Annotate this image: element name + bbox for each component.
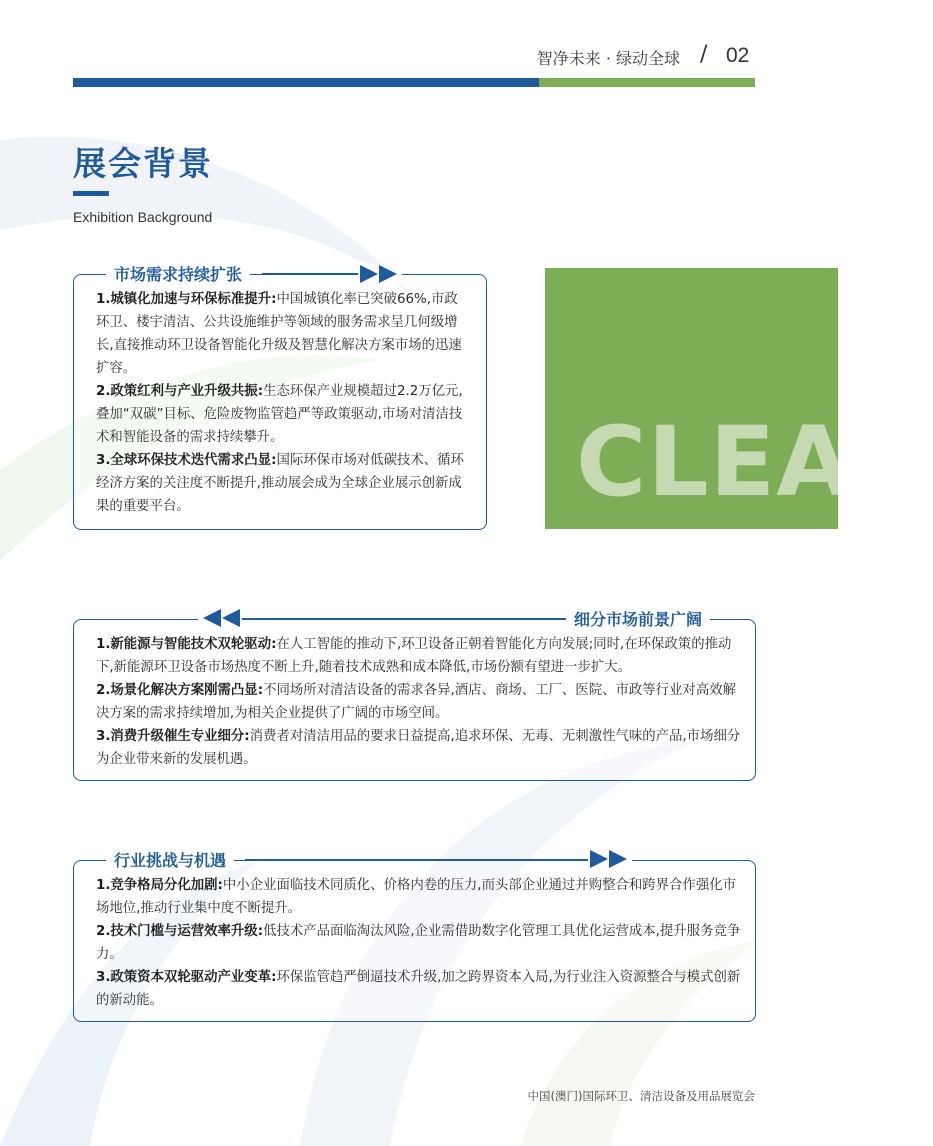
section-body: [96, 288, 468, 518]
list-item: 1.竞争格局分化加剧:中小企业面临技术同质化、价格内卷的压力,而头部企业通过并购整合和跨界合作强化市场地位,推动行业集中度不断提升。: [96, 878, 736, 916]
title-connector-line: [245, 859, 595, 861]
list-item: 2.场景化解决方案刚需凸显:不同场所对清洁设备的需求各异,酒店、商场、工厂、医院、市政等行业对高效解决方案的需求持续增加,为相关企业提供了广阔的市场空间。: [96, 683, 736, 721]
title-connector-line: [236, 618, 566, 620]
clean-image-block: [545, 268, 933, 529]
section-title: 市场需求持续扩张: [106, 262, 250, 285]
list-item: 2.政策红利与产业升级共振:生态环保产业规模超过2.2万亿元,叠加“双碳”目标、危险废物监管趋严等政策驱动,市场对清洁技术和智能设备的需求持续攀升。: [96, 384, 463, 445]
list-item: 3.消费升级催生专业细分:消费者对清洁用品的要求日益提高,追求环保、无毒、无刺激性气味的产品,市场细分为企业带来新的发展机遇。: [96, 729, 741, 767]
footer-text: 中国(澳门)国际环卫、清洁设备及用品展览会: [527, 1089, 755, 1103]
section-body: [96, 874, 742, 1012]
page-subtitle: Exhibition Background: [73, 209, 213, 225]
list-item: 3.全球环保技术迭代需求凸显:国际环保市场对低碳技术、循环经济方案的关注度不断提升,推动展会成为全球企业展示创新成果的重要平台。: [96, 453, 464, 514]
page-title: 展会背景: [73, 144, 213, 183]
title-connector-line: [262, 273, 362, 275]
double-arrow-right-icon: [358, 264, 402, 284]
double-arrow-left-icon: [198, 608, 242, 628]
list-item: 3.政策资本双轮驱动产业变革:环保监管趋严倒逼技术升级,加之跨界资本入局,为行业注入资源整合与模式创新的新动能。: [96, 970, 741, 1008]
list-item: 2.技术门槛与运营效率升级:低技术产品面临淘汰风险,企业需借助数字化管理工具优化运营成本,提升服务竞争力。: [96, 924, 741, 962]
clean-word: CLEAN: [576, 406, 933, 518]
double-arrow-right-icon: [588, 849, 632, 869]
list-item: 1.新能源与智能技术双轮驱动:在人工智能的推动下,环卫设备正朝着智能化方向发展;同时,在环保政策的推动下,新能源环卫设备市场热度不断上升,随着技术成熟和成本降低,市场份额有望进一步扩大。: [96, 637, 732, 675]
section-title: 行业挑战与机遇: [106, 848, 234, 871]
header-title: 智净未来 · 绿动全球: [536, 49, 680, 68]
title-underline: [73, 191, 109, 196]
header-bar-green: [539, 78, 755, 87]
header-bar-blue: [73, 78, 539, 87]
section-title: 细分市场前景广阔: [566, 607, 710, 630]
list-item: 1.城镇化加速与环保标准提升:中国城镇化率已突破66%,市政环卫、楼宇清洁、公共设施维护等领域的服务需求呈几何级增长,直接推动环卫设备智能化升级及智慧化解决方案市场的迅速扩容。: [96, 292, 462, 376]
header-slash: /: [700, 42, 708, 67]
section-body: [96, 633, 742, 771]
page-number: 02: [726, 44, 750, 67]
